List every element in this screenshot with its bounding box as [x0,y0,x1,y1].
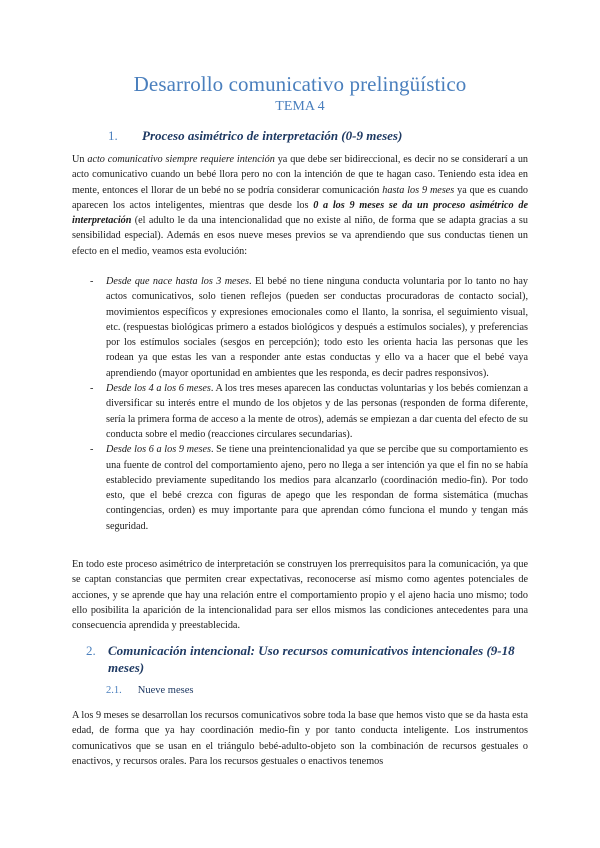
stage-list [88,274,528,534]
intro-paragraph: Un acto comunicativo siempre requiere intención ya que debe ser bidireccional, es decir no se considerarí a un acto comunicativo cuando un bebé llora pero no con la intención de que te hagan caso. Teniendo esta idea en mente, entonces el llorar de un bebé no se podría considerar comunicación hasta los 9 meses ya que es cuando aparecen los actos inteligentes, mientras que desde los 0 a los 9 meses se da un proceso asimétrico de interpretación (el adulto le da una intencionalidad que no existe al niño, de forma que se adapta gracias a su sensibilidad especial). Además en esos nueve meses previos se va aprendiendo que sus conductas tienen un efecto en el medio, veamos esta evolución: [72,154,529,257]
section-heading-1 [72,127,528,144]
emphasis-text: acto comunicativo siempre requiere intención [87,154,275,165]
section-number: 1. [108,128,118,143]
stage-label: Desde que nace hasta los 3 meses [106,276,250,287]
body-paragraph: A los 9 meses se desarrollan los recursos comunicativos sobre toda la base que hemos visto que se da hasta esta edad, de forma que ya hay coordinación medio-fin y por tanto conducta inteligente. Los instrumentos comunicativos que se usan en el triángulo bebé-adulto-objeto son la combinación de recursos gestuales o enactivos, y recursos orales. Para los recursos gestuales o enactivos tenemos [72,710,528,767]
subsection-number: 2.1. [106,685,122,696]
section-heading-2 [72,642,528,676]
stage-label: Desde los 4 a los 6 meses [106,383,211,395]
closing-paragraph: En todo este proceso asimétrico de interpretación se construyen los prerrequisitos para la comunicación, ya que se captan constancias que permiten crear expectativas, reconocerse así mismo como agentes potenciales de acciones, y se aprende que hay una relación entre el comportamiento propio y el ajeno hacia uno mismo; todo ello posibilita la aparición de la intencionalidad para ser ellos mismos las condiciones antecedentes para una consecuencia aprendida y preestablecida. [72,559,528,632]
section-title: Comunicación intencional: Uso recursos comunicativos intencionales (9-18 meses) [108,643,515,675]
emphasis-text: hasta los 9 meses [382,184,455,196]
section-title: Proceso asimétrico de interpretación (0-9 meses) [142,128,403,143]
page-subtitle: TEMA 4 [275,99,325,114]
stage-label: Desde los 6 a los 9 meses [106,444,211,456]
subsection-title: Nueve meses [137,685,194,696]
list-item: - Desde los 4 a los 6 meses. A los tres meses aparecen las conductas voluntarias y los bebés comienzan a diversificar su interés entre el mundo de los objetos y de las personas (responden de forma diferente, sería la primera forma de acceso a la mente de otros), además se empiezan a dar cuenta del efecto de su conducta sobre el medio (reacciones circulares secundarias). [90,383,528,440]
subsection-heading [106,685,193,696]
page-title: Desarrollo comunicativo prelingüístico [133,72,467,96]
list-item: - Desde que nace hasta los 3 meses. El bebé no tiene ninguna conducta voluntaria por lo tanto no hay actos comunicativos, solo tienen reflejos (pueden ser conductas procuradoras de contacto social), movimientos específicos y expresiones emocionales como el llanto, la sonrisa, el seguimiento visual, etc. (respuestas biológicas primero a estados biológicos y después a estímulos sociales), y preferencias por los estímulos sociales (sesgos en percepción); todo esto les orienta hacia las personas que les rodean ya que estas les van a responder ante estas conductas y ello va a hacer que el bebé vaya aprendiendo (mayor oportunidad en ambientes que les responda, es decir padres responsivos). [90,276,528,379]
list-item: - Desde los 6 a los 9 meses. Se tiene una preintencionalidad ya que se percibe que su comportamiento es una fuente de control del comportamiento ajeno, pero no llega a ser intención ya que el fin no se había establecido previamente supeditando los medios para alcanzarlo (coordinación medio-fin). Por todo esto, que el bebé crezca con figuras de apego que les respondan de forma sistemática (muchas contingencias, orden) es muy importante para que aprendan cómo funciona el mundo y tengan más seguridad. [90,444,528,532]
section-number: 2. [86,643,96,658]
key-concept: 0 a los 9 meses se da un proceso asimétrico de interpretación [72,199,528,227]
